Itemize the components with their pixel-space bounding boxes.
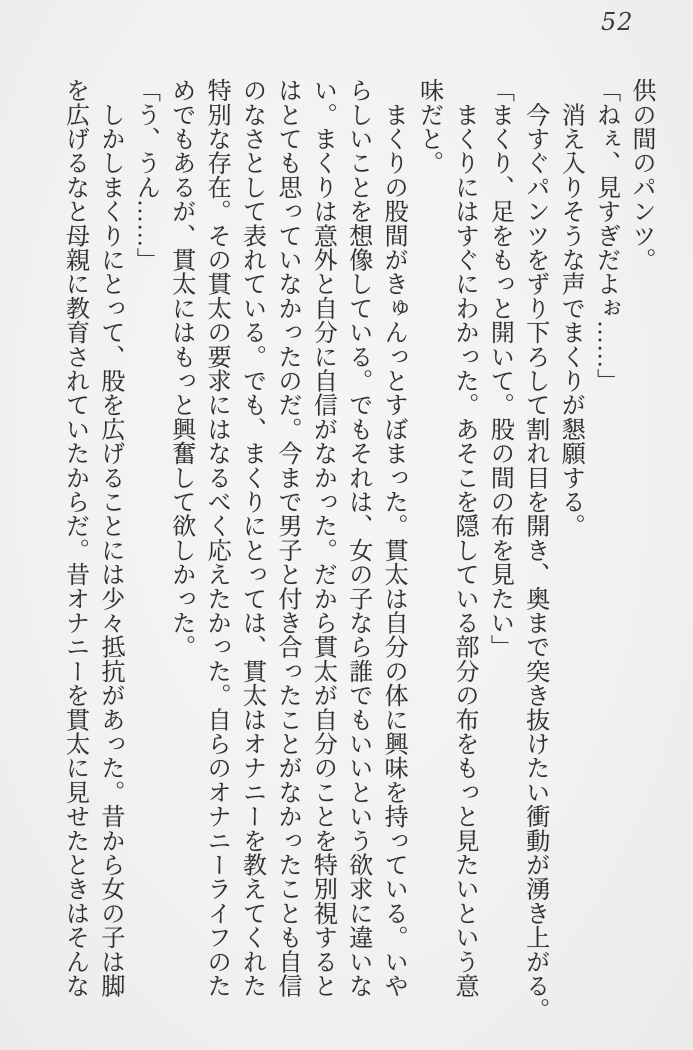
page-text xyxy=(56,78,658,1020)
text-line: を広げるなと母親に教育されていたからだ。昔オナニーを貫太に見せたときはそんな xyxy=(61,78,88,998)
text-line: まくりの股間がきゅんっとすぼまった。貫太は自分の体に興味を持っている。いや xyxy=(380,78,407,998)
text-line: はとても思っていなかったのだ。今まで男子と付き合ったことがなかったことも自信 xyxy=(273,78,300,998)
text-line: 「まくり、足をもっと開いて。股の間の布を見たい」 xyxy=(486,78,513,659)
text-line: らしいことを想像している。でもそれは、女の子なら誰でもいいという欲求に違いな xyxy=(344,78,371,998)
text-line: 消え入りそうな声でまくりが懇願する。 xyxy=(557,78,584,538)
text-line: 供の間のパンツ。 xyxy=(628,78,654,272)
text-line: 特別な存在。その貫太の要求にはなるべく応えたかった。自らのオナニーライフのた xyxy=(203,78,230,998)
text-line: のなさとして表れている。でも、まくりにとっては、貫太はオナニーを教えてくれた xyxy=(238,78,265,998)
text-line: まくりにはすぐにわかった。あそこを隠している部分の布をもっと見たいという意 xyxy=(450,78,477,998)
text-line: 今すぐパンツをずり下ろして割れ目を開き、奥まで突き抜けたい衝動が湧き上がる。 xyxy=(521,78,548,1022)
text-line: めでもあるが、貫太にはもっと興奮して欲しかった。 xyxy=(167,78,194,659)
text-line: い。まくりは意外と自分に自信がなかった。だから貫太が自分のことを特別視すると xyxy=(309,78,336,998)
text-line: 「う、うん……」 xyxy=(132,78,159,272)
page-number: 52 xyxy=(601,8,634,36)
text-line: しかしまくりにとって、股を広げることには少々抵抗があった。昔から女の子は脚 xyxy=(96,78,123,998)
text-line: 「ねぇ、見すぎだよぉ……」 xyxy=(592,78,619,393)
text-line: 味だと。 xyxy=(415,78,442,175)
